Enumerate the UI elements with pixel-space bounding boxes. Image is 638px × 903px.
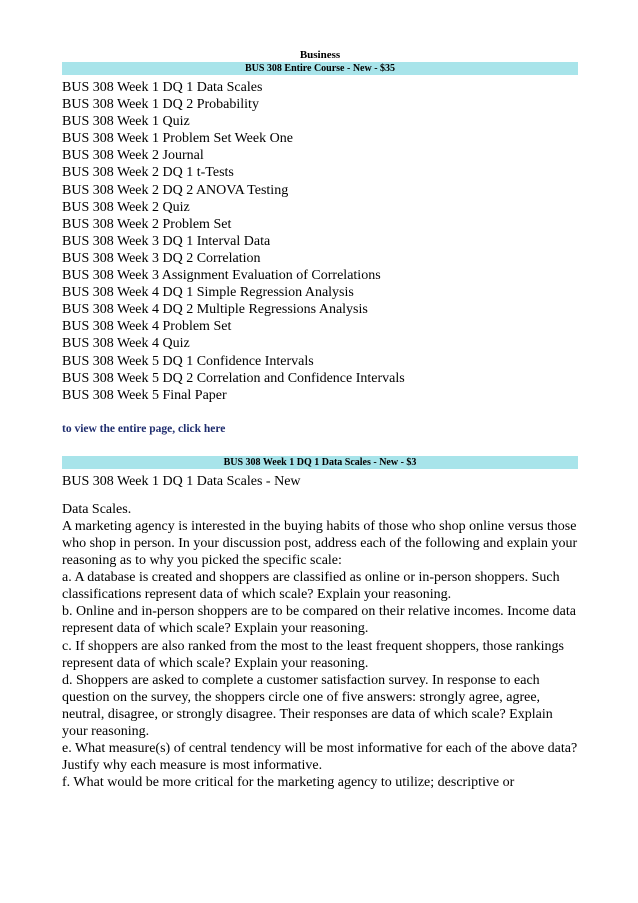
course-item: BUS 308 Week 1 DQ 1 Data Scales <box>62 80 263 95</box>
course-item: BUS 308 Week 5 DQ 1 Confidence Intervals <box>62 353 314 369</box>
course-item: BUS 308 Week 2 DQ 1 t-Tests <box>62 165 234 181</box>
course-item: BUS 308 Week 2 Journal <box>62 148 204 164</box>
course-item: BUS 308 Week 4 Quiz <box>62 336 190 352</box>
description-line: a. A database is created and shoppers are classified as online or in-person shoppers. Such classifications represent data of which scale? Explain your reasoning. <box>62 570 560 603</box>
description-line: Data Scales. <box>62 501 132 517</box>
course-item: BUS 308 Week 2 Quiz <box>62 199 190 215</box>
course-item: BUS 308 Week 1 Quiz <box>62 114 190 130</box>
description-line: A marketing agency is interested in the buying habits of those who shop online versus those who shop in person. In your discussion post, address each of the following and explain your reasoning as to why you picked the specific scale: <box>62 518 578 569</box>
document-page <box>62 0 578 791</box>
product-description <box>62 501 578 792</box>
course-item: BUS 308 Week 3 Assignment Evaluation of Correlations <box>62 268 381 284</box>
course-list <box>62 79 578 404</box>
course-item: BUS 308 Week 1 Problem Set Week One <box>62 131 293 147</box>
description-line: b. Online and in-person shoppers are to be compared on their relative incomes. Income data represent data of which scale? Explain your reasoning. <box>62 604 576 637</box>
course-item: BUS 308 Week 2 DQ 2 ANOVA Testing <box>62 182 289 198</box>
course-item: BUS 308 Week 4 DQ 1 Simple Regression Analysis <box>62 285 354 301</box>
bundle-price-bar: BUS 308 Entire Course - New - $35 <box>62 62 578 75</box>
course-item: BUS 308 Week 5 Final Paper <box>62 387 227 403</box>
course-item: BUS 308 Week 5 DQ 2 Correlation and Confidence Intervals <box>62 370 405 386</box>
description-line: f. What would be more critical for the marketing agency to utilize; descriptive or <box>62 775 515 791</box>
description-line: e. What measure(s) of central tendency will be most informative for each of the above data? Justify why each measure is most informative. <box>62 741 578 774</box>
category-heading: Business <box>299 49 341 61</box>
course-item: BUS 308 Week 2 Problem Set <box>62 216 232 232</box>
course-item: BUS 308 Week 4 DQ 2 Multiple Regressions Analysis <box>62 302 368 318</box>
product-title: BUS 308 Week 1 DQ 1 Data Scales - New <box>62 473 301 489</box>
description-line: c. If shoppers are also ranked from the most to the least frequent shoppers, those rankings represent data of which scale? Explain your reasoning. <box>62 638 564 671</box>
view-entire-page-link[interactable]: to view the entire page, click here <box>62 422 226 435</box>
course-item: BUS 308 Week 1 DQ 2 Probability <box>62 97 259 113</box>
description-line: d. Shoppers are asked to complete a customer satisfaction survey. In response to each question on the survey, the shoppers circle one of five answers: strongly agree, agree, neutral, disagree, or strongly disagree. Their responses are data of which scale? Explain your reasoning. <box>62 672 553 739</box>
course-item: BUS 308 Week 3 DQ 2 Correlation <box>62 250 261 266</box>
course-item: BUS 308 Week 4 Problem Set <box>62 319 232 335</box>
product-price-bar: BUS 308 Week 1 DQ 1 Data Scales - New - $3 <box>62 456 578 469</box>
course-item: BUS 308 Week 3 DQ 1 Interval Data <box>62 233 271 249</box>
